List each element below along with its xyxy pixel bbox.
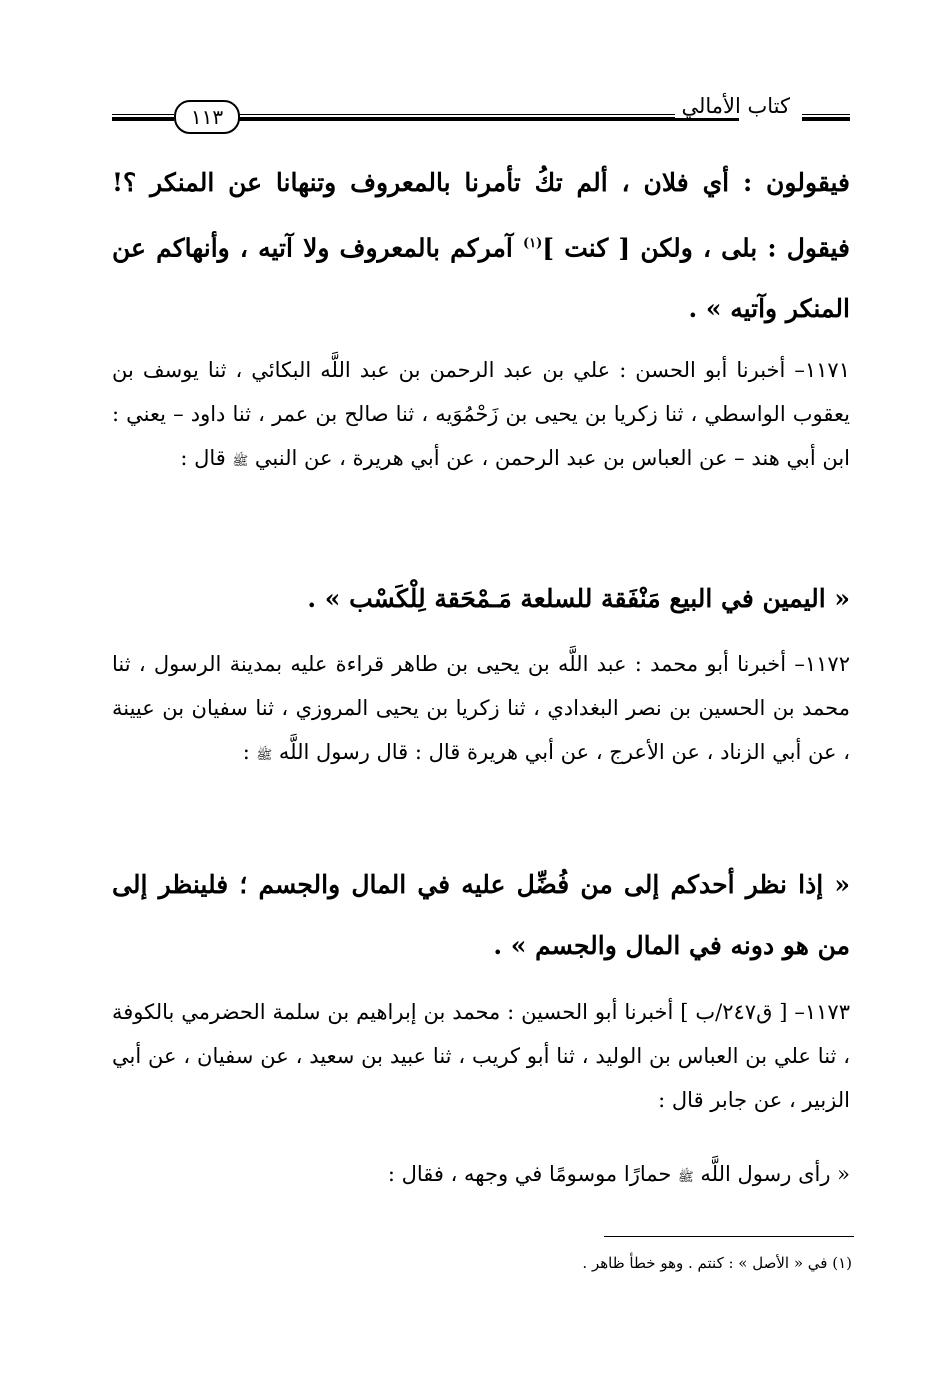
line-2b: آمركم بالمعروف ولا آتيه ، وأنهاكم عن المنكر وآتيه » .: [112, 233, 850, 324]
header-rule-middle: [234, 114, 739, 121]
header-rule-right: [802, 114, 850, 121]
continued-text: [112, 152, 850, 339]
line-2a: بلى ، ولكن [ كنت ]: [542, 233, 758, 263]
line-1: فيقولون : أي فلان ، ألم تكُ تأمرنا بالمعروف وتنهانا عن المنكر ؟! فيقول :: [112, 168, 850, 263]
footnote-divider: [604, 1236, 854, 1237]
hadith-1172-matn: « إذا نظر أحدكم إلى من فُضِّل عليه في المال والجسم ؛ فلينظر إلى من هو دونه في المال والجسم » .: [112, 870, 850, 960]
page-number: ١١٣: [174, 100, 240, 134]
footnote-ref: (١): [522, 236, 543, 251]
running-title: كتاب الأمالي: [675, 94, 796, 118]
header-rule-left: [112, 114, 174, 121]
hadith-1173-matn-a: « رأى رسول اللَّه: [693, 1162, 850, 1186]
salutation-symbol: ﷺ: [678, 1170, 694, 1185]
hadith-1172-text: ١١٧٢– أخبرنا أبو محمد : عبد اللَّه بن يحيى بن طاهر قراءة عليه بمدينة الرسول ، ثنا محمد بن الحسين بن نصر البغدادي ، ثنا زكريا بن يحيى المروزي ، ثنا سفيان بن عيينة ، عن أبي الزناد ، عن الأعرج ، عن أبي هريرة قال : قال رسول اللَّه: [112, 652, 850, 764]
hadith-1172-tail: :: [242, 740, 257, 764]
hadith-1172-isnad: [112, 642, 850, 778]
hadith-1173-matn: [112, 1152, 850, 1200]
footnote: (١) في « الأصل » : كنتم . وهو خطأ ظاهر .: [582, 1254, 852, 1272]
hadith-1171-isnad: [112, 348, 850, 484]
hadith-1171-matn: « اليمين في البيع مَنْفَقة للسلعة مَـمْحَقة لِلْكَسْب » .: [307, 584, 850, 613]
page-header: [112, 84, 850, 136]
salutation-symbol: ﷺ: [232, 454, 249, 469]
hadith-1171-text: ١١٧١– أخبرنا أبو الحسن : علي بن عبد الرحمن بن عبد اللَّه البكائي ، ثنا يوسف بن يعقوب الواسطي ، ثنا زكريا بن يحيى بن زَحْمُوَيه ، ثنا صالح بن عمر ، ثنا داود – يعني : ابن أبي هند – عن العباس بن عبد الرحمن ، عن أبي هريرة ، عن النبي: [112, 358, 850, 470]
hadith-1171-tail: قال :: [180, 446, 233, 470]
hadith-1173-isnad: ١١٧٣– [ ق٢٤٧/ب ] أخبرنا أبو الحسين : محمد بن إبراهيم بن سلمة الحضرمي بالكوفة ، ثنا علي بن العباس بن الوليد ، ثنا أبو كريب ، ثنا عبيد بن سعيد ، عن سفيان ، عن أبي الزبير ، عن جابر قال :: [112, 1000, 850, 1112]
hadith-1173-matn-b: حمارًا موسومًا في وجهه ، فقال :: [387, 1162, 679, 1186]
salutation-symbol: ﷺ: [256, 748, 273, 763]
